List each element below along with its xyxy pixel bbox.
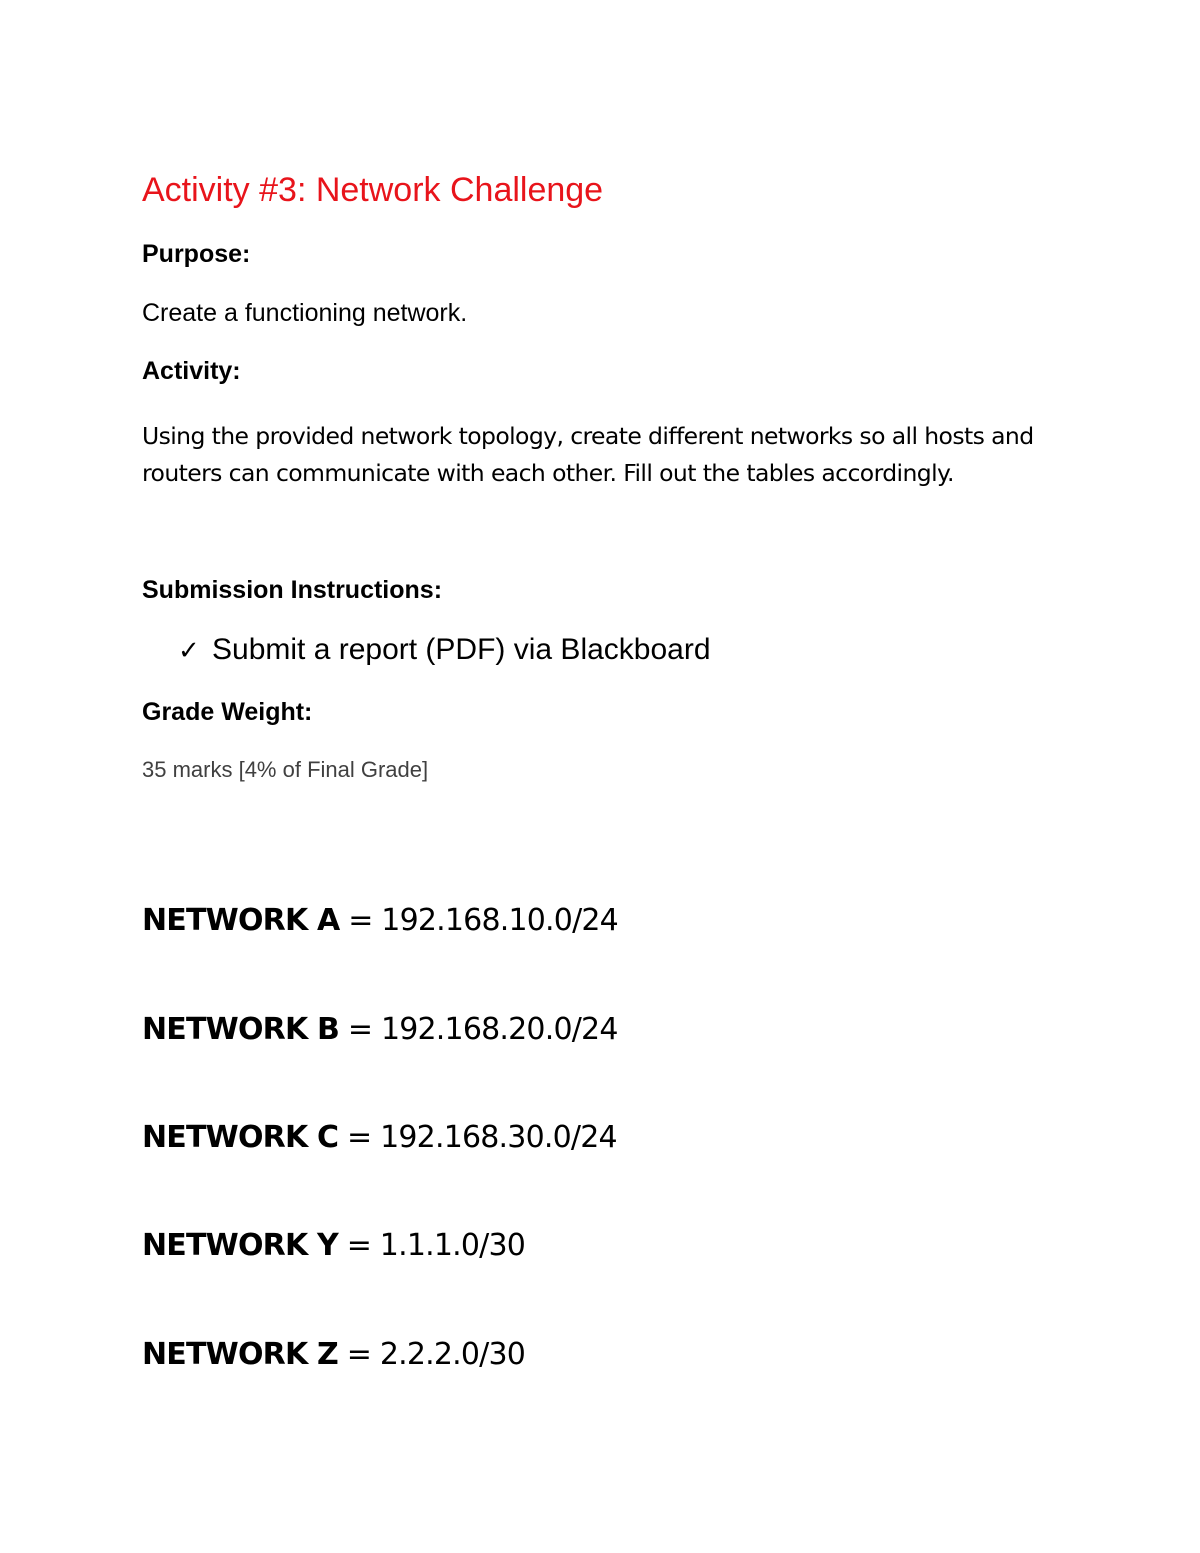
network-name: NETWORK C	[142, 1120, 339, 1155]
submission-heading: Submission Instructions:	[142, 576, 443, 604]
network-a-line	[142, 901, 618, 941]
network-address: 192.168.30.0/24	[380, 1120, 617, 1155]
network-address: 192.168.10.0/24	[381, 903, 618, 938]
network-separator: =	[339, 1012, 381, 1047]
network-name: NETWORK Z	[142, 1337, 339, 1372]
network-separator: =	[338, 1120, 381, 1155]
network-address: 2.2.2.0/30	[379, 1337, 526, 1372]
grade-text: 35 marks [4% of Final Grade]	[142, 757, 429, 782]
grade-heading: Grade Weight:	[142, 698, 313, 726]
network-z-line	[142, 1335, 525, 1375]
network-address: 192.168.20.0/24	[380, 1012, 618, 1047]
network-separator: =	[338, 1337, 380, 1372]
activity-line-1: Using the provided network topology, create different networks so all hosts and	[142, 422, 1034, 450]
activity-text	[142, 418, 1082, 492]
network-b-line	[142, 1010, 618, 1050]
activity-heading: Activity:	[142, 357, 241, 385]
network-name: NETWORK A	[142, 903, 340, 938]
submission-item	[178, 631, 711, 670]
activity-line-2: routers can communicate with each other. Fill out the tables accordingly.	[142, 459, 954, 487]
network-y-line	[142, 1226, 525, 1266]
network-name: NETWORK Y	[142, 1228, 338, 1263]
page-title: Activity #3: Network Challenge	[142, 171, 604, 209]
network-separator: =	[337, 1228, 380, 1263]
network-address: 1.1.1.0/30	[379, 1228, 526, 1263]
checkmark-icon: ✓	[178, 636, 200, 666]
submission-item-text: Submit a report (PDF) via Blackboard	[212, 633, 711, 666]
network-c-line	[142, 1118, 617, 1158]
network-name: NETWORK B	[142, 1012, 340, 1047]
purpose-text: Create a functioning network.	[142, 299, 468, 327]
purpose-heading: Purpose:	[142, 240, 251, 268]
network-separator: =	[339, 903, 382, 938]
